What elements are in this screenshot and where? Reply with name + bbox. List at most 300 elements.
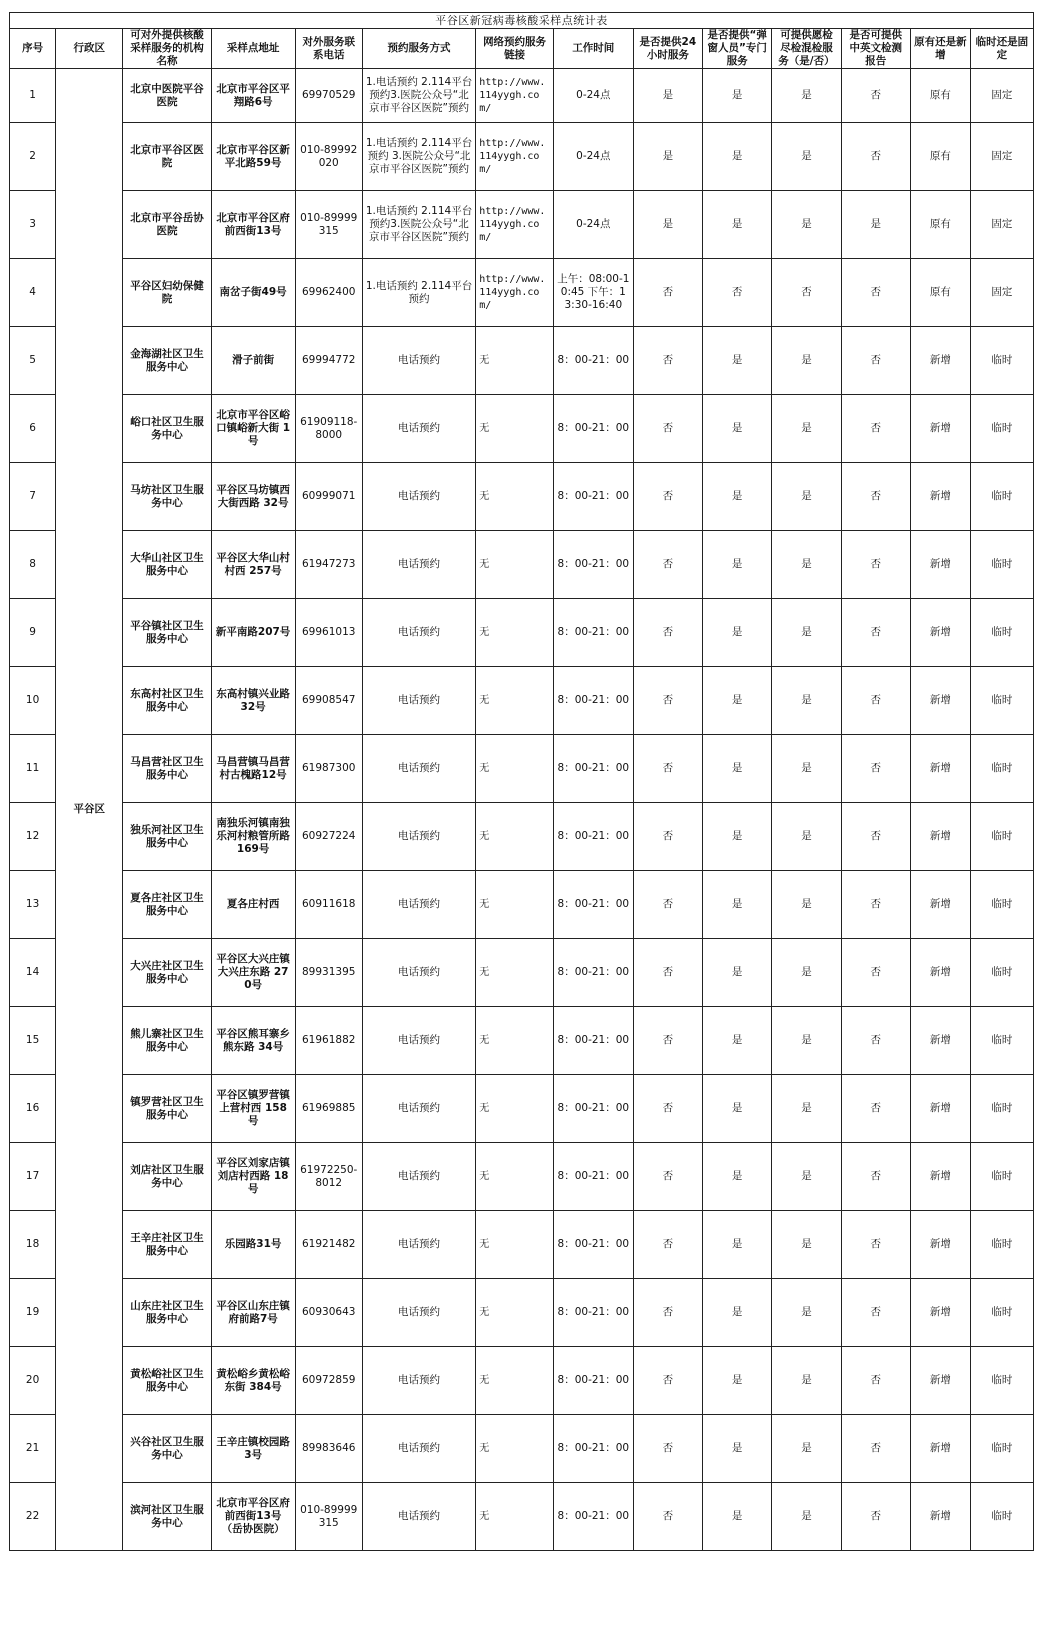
cell-24h: 否 bbox=[633, 871, 702, 939]
cell-site-type: 临时 bbox=[970, 463, 1033, 531]
cell-bilingual-report: 否 bbox=[841, 1007, 910, 1075]
cell-no: 18 bbox=[10, 1211, 56, 1279]
cell-hours: 8：00-21：00 bbox=[553, 1143, 633, 1211]
cell-address: 平谷区山东庄镇府前路7号 bbox=[211, 1279, 295, 1347]
cell-address: 南独乐河镇南独乐河村粮管所路169号 bbox=[211, 803, 295, 871]
cell-org-name: 夏各庄社区卫生服务中心 bbox=[123, 871, 211, 939]
cell-phone: 69962400 bbox=[295, 259, 362, 327]
cell-bilingual-report: 否 bbox=[841, 395, 910, 463]
cell-org-name: 平谷镇社区卫生服务中心 bbox=[123, 599, 211, 667]
cell-site-type: 临时 bbox=[970, 531, 1033, 599]
cell-org-name: 金海湖社区卫生服务中心 bbox=[123, 327, 211, 395]
cell-mixed-test: 是 bbox=[772, 1143, 841, 1211]
cell-address: 南岔子街49号 bbox=[211, 259, 295, 327]
cell-mixed-test: 是 bbox=[772, 735, 841, 803]
cell-bilingual-report: 否 bbox=[841, 123, 910, 191]
cell-org-name: 山东庄社区卫生服务中心 bbox=[123, 1279, 211, 1347]
cell-address: 新平南路207号 bbox=[211, 599, 295, 667]
cell-site-type: 临时 bbox=[970, 599, 1033, 667]
cell-online-link: 无 bbox=[476, 1143, 554, 1211]
col-header-hours: 工作时间 bbox=[553, 29, 633, 69]
cell-online-link: 无 bbox=[476, 531, 554, 599]
sampling-sites-sheet bbox=[9, 12, 1034, 1551]
cell-popup-service: 是 bbox=[703, 1007, 772, 1075]
cell-origin: 新增 bbox=[910, 1415, 970, 1483]
cell-no: 21 bbox=[10, 1415, 56, 1483]
cell-hours: 8：00-21：00 bbox=[553, 1483, 633, 1551]
cell-phone: 61987300 bbox=[295, 735, 362, 803]
cell-hours: 8：00-21：00 bbox=[553, 1075, 633, 1143]
cell-org-name: 北京市平谷岳协医院 bbox=[123, 191, 211, 259]
cell-address: 王辛庄镇校园路3号 bbox=[211, 1415, 295, 1483]
cell-no: 8 bbox=[10, 531, 56, 599]
cell-24h: 是 bbox=[633, 69, 702, 123]
cell-org-name: 平谷区妇幼保健院 bbox=[123, 259, 211, 327]
table-row bbox=[10, 599, 1034, 667]
cell-hours: 8：00-21：00 bbox=[553, 735, 633, 803]
cell-booking-method: 电话预约 bbox=[362, 1007, 475, 1075]
cell-booking-method: 电话预约 bbox=[362, 531, 475, 599]
cell-site-type: 临时 bbox=[970, 667, 1033, 735]
cell-phone: 60911618 bbox=[295, 871, 362, 939]
cell-24h: 否 bbox=[633, 1347, 702, 1415]
cell-mixed-test: 是 bbox=[772, 191, 841, 259]
cell-booking-method: 1.电话预约 2.114平台预约 3.医院公众号“北京市平谷区医院”预约 bbox=[362, 123, 475, 191]
cell-hours: 8：00-21：00 bbox=[553, 667, 633, 735]
cell-site-type: 临时 bbox=[970, 327, 1033, 395]
cell-hours: 8：00-21：00 bbox=[553, 395, 633, 463]
cell-mixed-test: 是 bbox=[772, 1415, 841, 1483]
cell-phone: 89983646 bbox=[295, 1415, 362, 1483]
cell-online-link: 无 bbox=[476, 1415, 554, 1483]
cell-online-link: http://www.114yygh.com/ bbox=[476, 191, 554, 259]
cell-phone: 010-89999315 bbox=[295, 1483, 362, 1551]
cell-org-name: 东高村社区卫生服务中心 bbox=[123, 667, 211, 735]
cell-no: 12 bbox=[10, 803, 56, 871]
table-row bbox=[10, 939, 1034, 1007]
table-row bbox=[10, 735, 1034, 803]
cell-booking-method: 电话预约 bbox=[362, 463, 475, 531]
cell-24h: 否 bbox=[633, 395, 702, 463]
cell-site-type: 临时 bbox=[970, 1347, 1033, 1415]
cell-24h: 否 bbox=[633, 1211, 702, 1279]
cell-popup-service: 是 bbox=[703, 1279, 772, 1347]
cell-popup-service: 是 bbox=[703, 327, 772, 395]
cell-org-name: 王辛庄社区卫生服务中心 bbox=[123, 1211, 211, 1279]
cell-hours: 8：00-21：00 bbox=[553, 531, 633, 599]
cell-24h: 否 bbox=[633, 1415, 702, 1483]
table-title: 平谷区新冠病毒核酸采样点统计表 bbox=[10, 13, 1034, 29]
cell-online-link: 无 bbox=[476, 871, 554, 939]
cell-origin: 新增 bbox=[910, 1279, 970, 1347]
table-row bbox=[10, 191, 1034, 259]
cell-no: 10 bbox=[10, 667, 56, 735]
cell-no: 4 bbox=[10, 259, 56, 327]
cell-address: 平谷区镇罗营镇上营村西 158号 bbox=[211, 1075, 295, 1143]
cell-bilingual-report: 否 bbox=[841, 1075, 910, 1143]
cell-mixed-test: 是 bbox=[772, 803, 841, 871]
cell-24h: 是 bbox=[633, 123, 702, 191]
table-row bbox=[10, 123, 1034, 191]
cell-online-link: http://www.114yygh.com/ bbox=[476, 69, 554, 123]
cell-popup-service: 是 bbox=[703, 1143, 772, 1211]
cell-no: 7 bbox=[10, 463, 56, 531]
table-row bbox=[10, 1143, 1034, 1211]
cell-24h: 否 bbox=[633, 735, 702, 803]
col-header-phone: 对外服务联系电话 bbox=[295, 29, 362, 69]
cell-phone: 89931395 bbox=[295, 939, 362, 1007]
table-row bbox=[10, 531, 1034, 599]
cell-24h: 否 bbox=[633, 463, 702, 531]
cell-origin: 原有 bbox=[910, 123, 970, 191]
cell-phone: 69970529 bbox=[295, 69, 362, 123]
cell-site-type: 临时 bbox=[970, 1415, 1033, 1483]
cell-24h: 否 bbox=[633, 1007, 702, 1075]
cell-phone: 010-89999315 bbox=[295, 191, 362, 259]
cell-hours: 8：00-21：00 bbox=[553, 1415, 633, 1483]
cell-origin: 新增 bbox=[910, 599, 970, 667]
cell-online-link: 无 bbox=[476, 1279, 554, 1347]
cell-24h: 是 bbox=[633, 191, 702, 259]
cell-hours: 0-24点 bbox=[553, 191, 633, 259]
cell-site-type: 临时 bbox=[970, 1279, 1033, 1347]
cell-booking-method: 1.电话预约 2.114平台预约3.医院公众号“北京市平谷区医院”预约 bbox=[362, 69, 475, 123]
cell-origin: 新增 bbox=[910, 1347, 970, 1415]
cell-no: 16 bbox=[10, 1075, 56, 1143]
table-row bbox=[10, 667, 1034, 735]
cell-site-type: 临时 bbox=[970, 735, 1033, 803]
cell-address: 乐园路31号 bbox=[211, 1211, 295, 1279]
cell-site-type: 临时 bbox=[970, 1211, 1033, 1279]
cell-24h: 否 bbox=[633, 531, 702, 599]
cell-address: 东高村镇兴业路32号 bbox=[211, 667, 295, 735]
cell-online-link: 无 bbox=[476, 667, 554, 735]
cell-popup-service: 是 bbox=[703, 463, 772, 531]
cell-popup-service: 是 bbox=[703, 803, 772, 871]
cell-booking-method: 电话预约 bbox=[362, 1279, 475, 1347]
cell-no: 19 bbox=[10, 1279, 56, 1347]
cell-hours: 0-24点 bbox=[553, 69, 633, 123]
cell-booking-method: 电话预约 bbox=[362, 1347, 475, 1415]
cell-hours: 上午：08:00-10:45 下午：13:30-16:40 bbox=[553, 259, 633, 327]
cell-bilingual-report: 否 bbox=[841, 69, 910, 123]
cell-origin: 新增 bbox=[910, 1007, 970, 1075]
cell-booking-method: 电话预约 bbox=[362, 327, 475, 395]
col-header-popup-service: 是否提供“弹窗人员”专门服务 bbox=[703, 29, 772, 69]
cell-mixed-test: 否 bbox=[772, 259, 841, 327]
cell-no: 11 bbox=[10, 735, 56, 803]
cell-bilingual-report: 否 bbox=[841, 1483, 910, 1551]
cell-24h: 否 bbox=[633, 1279, 702, 1347]
cell-popup-service: 是 bbox=[703, 939, 772, 1007]
cell-origin: 新增 bbox=[910, 1211, 970, 1279]
cell-origin: 新增 bbox=[910, 1483, 970, 1551]
cell-no: 6 bbox=[10, 395, 56, 463]
cell-site-type: 临时 bbox=[970, 1143, 1033, 1211]
cell-popup-service: 是 bbox=[703, 1415, 772, 1483]
cell-origin: 新增 bbox=[910, 667, 970, 735]
cell-hours: 8：00-21：00 bbox=[553, 1007, 633, 1075]
cell-phone: 69908547 bbox=[295, 667, 362, 735]
cell-online-link: http://www.114yygh.com/ bbox=[476, 123, 554, 191]
cell-popup-service: 是 bbox=[703, 871, 772, 939]
cell-phone: 61961882 bbox=[295, 1007, 362, 1075]
cell-address: 黄松峪乡黄松峪东街 384号 bbox=[211, 1347, 295, 1415]
cell-24h: 否 bbox=[633, 327, 702, 395]
table-row bbox=[10, 1279, 1034, 1347]
cell-mixed-test: 是 bbox=[772, 463, 841, 531]
cell-popup-service: 是 bbox=[703, 599, 772, 667]
cell-address: 平谷区马坊镇西大街西路 32号 bbox=[211, 463, 295, 531]
col-header-24h: 是否提供24小时服务 bbox=[633, 29, 702, 69]
cell-bilingual-report: 否 bbox=[841, 1211, 910, 1279]
cell-hours: 8：00-21：00 bbox=[553, 1211, 633, 1279]
cell-booking-method: 电话预约 bbox=[362, 735, 475, 803]
cell-24h: 否 bbox=[633, 1075, 702, 1143]
cell-mixed-test: 是 bbox=[772, 599, 841, 667]
cell-address: 北京市平谷区峪口镇峪新大街 1号 bbox=[211, 395, 295, 463]
cell-phone: 60972859 bbox=[295, 1347, 362, 1415]
cell-phone: 60927224 bbox=[295, 803, 362, 871]
cell-popup-service: 是 bbox=[703, 1211, 772, 1279]
col-header-org-name: 可对外提供核酸采样服务的机构名称 bbox=[123, 29, 211, 69]
table-body bbox=[10, 69, 1034, 1551]
cell-24h: 否 bbox=[633, 939, 702, 1007]
table-row bbox=[10, 871, 1034, 939]
cell-mixed-test: 是 bbox=[772, 1211, 841, 1279]
cell-hours: 8：00-21：00 bbox=[553, 1279, 633, 1347]
cell-booking-method: 电话预约 bbox=[362, 803, 475, 871]
cell-mixed-test: 是 bbox=[772, 1279, 841, 1347]
cell-mixed-test: 是 bbox=[772, 939, 841, 1007]
cell-24h: 否 bbox=[633, 1143, 702, 1211]
cell-booking-method: 电话预约 bbox=[362, 871, 475, 939]
cell-bilingual-report: 否 bbox=[841, 1415, 910, 1483]
cell-phone: 010-89992020 bbox=[295, 123, 362, 191]
cell-24h: 否 bbox=[633, 599, 702, 667]
cell-phone: 60930643 bbox=[295, 1279, 362, 1347]
cell-address: 马昌营镇马昌营村古槐路12号 bbox=[211, 735, 295, 803]
cell-hours: 8：00-21：00 bbox=[553, 1347, 633, 1415]
cell-district: 平谷区 bbox=[56, 69, 123, 1551]
cell-24h: 否 bbox=[633, 803, 702, 871]
cell-hours: 8：00-21：00 bbox=[553, 803, 633, 871]
cell-site-type: 临时 bbox=[970, 939, 1033, 1007]
cell-org-name: 峪口社区卫生服务中心 bbox=[123, 395, 211, 463]
cell-address: 北京市平谷区平翔路6号 bbox=[211, 69, 295, 123]
cell-mixed-test: 是 bbox=[772, 395, 841, 463]
cell-org-name: 独乐河社区卫生服务中心 bbox=[123, 803, 211, 871]
cell-mixed-test: 是 bbox=[772, 1075, 841, 1143]
cell-address: 北京市平谷区府前西街13号（岳协医院） bbox=[211, 1483, 295, 1551]
cell-hours: 8：00-21：00 bbox=[553, 939, 633, 1007]
cell-phone: 61921482 bbox=[295, 1211, 362, 1279]
cell-booking-method: 电话预约 bbox=[362, 1483, 475, 1551]
col-header-origin: 原有还是新增 bbox=[910, 29, 970, 69]
col-header-booking-method: 预约服务方式 bbox=[362, 29, 475, 69]
cell-site-type: 固定 bbox=[970, 123, 1033, 191]
cell-booking-method: 电话预约 bbox=[362, 1415, 475, 1483]
cell-bilingual-report: 否 bbox=[841, 259, 910, 327]
cell-origin: 原有 bbox=[910, 191, 970, 259]
cell-org-name: 马坊社区卫生服务中心 bbox=[123, 463, 211, 531]
cell-bilingual-report: 否 bbox=[841, 939, 910, 1007]
header-row bbox=[10, 29, 1034, 69]
cell-origin: 新增 bbox=[910, 735, 970, 803]
cell-address: 平谷区大华山村村西 257号 bbox=[211, 531, 295, 599]
cell-booking-method: 电话预约 bbox=[362, 1143, 475, 1211]
cell-online-link: 无 bbox=[476, 1483, 554, 1551]
cell-org-name: 兴谷社区卫生服务中心 bbox=[123, 1415, 211, 1483]
cell-booking-method: 1.电话预约 2.114平台预约 bbox=[362, 259, 475, 327]
cell-org-name: 北京市平谷区医院 bbox=[123, 123, 211, 191]
cell-origin: 原有 bbox=[910, 69, 970, 123]
col-header-no: 序号 bbox=[10, 29, 56, 69]
cell-bilingual-report: 否 bbox=[841, 463, 910, 531]
cell-no: 15 bbox=[10, 1007, 56, 1075]
cell-org-name: 北京中医院平谷医院 bbox=[123, 69, 211, 123]
col-header-mixed-test: 可提供愿检尽检混检服务（是/否） bbox=[772, 29, 841, 69]
cell-mixed-test: 是 bbox=[772, 1347, 841, 1415]
cell-site-type: 临时 bbox=[970, 871, 1033, 939]
cell-bilingual-report: 否 bbox=[841, 531, 910, 599]
table-row bbox=[10, 803, 1034, 871]
cell-bilingual-report: 否 bbox=[841, 803, 910, 871]
cell-online-link: 无 bbox=[476, 735, 554, 803]
cell-popup-service: 是 bbox=[703, 667, 772, 735]
cell-hours: 8：00-21：00 bbox=[553, 327, 633, 395]
cell-no: 22 bbox=[10, 1483, 56, 1551]
cell-booking-method: 电话预约 bbox=[362, 667, 475, 735]
cell-popup-service: 是 bbox=[703, 69, 772, 123]
cell-mixed-test: 是 bbox=[772, 871, 841, 939]
cell-org-name: 镇罗营社区卫生服务中心 bbox=[123, 1075, 211, 1143]
cell-address: 滑子前街 bbox=[211, 327, 295, 395]
cell-phone: 61947273 bbox=[295, 531, 362, 599]
cell-site-type: 临时 bbox=[970, 1007, 1033, 1075]
cell-site-type: 固定 bbox=[970, 69, 1033, 123]
cell-address: 平谷区刘家店镇刘店村西路 18号 bbox=[211, 1143, 295, 1211]
cell-site-type: 临时 bbox=[970, 1483, 1033, 1551]
cell-popup-service: 是 bbox=[703, 1347, 772, 1415]
cell-online-link: http://www.114yygh.com/ bbox=[476, 259, 554, 327]
cell-online-link: 无 bbox=[476, 395, 554, 463]
cell-online-link: 无 bbox=[476, 1007, 554, 1075]
cell-online-link: 无 bbox=[476, 803, 554, 871]
cell-no: 9 bbox=[10, 599, 56, 667]
cell-org-name: 滨河社区卫生服务中心 bbox=[123, 1483, 211, 1551]
cell-site-type: 固定 bbox=[970, 191, 1033, 259]
cell-booking-method: 电话预约 bbox=[362, 1211, 475, 1279]
cell-popup-service: 是 bbox=[703, 1483, 772, 1551]
col-header-site-type: 临时还是固定 bbox=[970, 29, 1033, 69]
cell-popup-service: 是 bbox=[703, 191, 772, 259]
cell-hours: 8：00-21：00 bbox=[553, 871, 633, 939]
cell-mixed-test: 是 bbox=[772, 1483, 841, 1551]
table-row bbox=[10, 1211, 1034, 1279]
cell-bilingual-report: 否 bbox=[841, 599, 910, 667]
cell-popup-service: 否 bbox=[703, 259, 772, 327]
cell-bilingual-report: 否 bbox=[841, 735, 910, 803]
cell-online-link: 无 bbox=[476, 1347, 554, 1415]
cell-bilingual-report: 否 bbox=[841, 1143, 910, 1211]
cell-no: 14 bbox=[10, 939, 56, 1007]
cell-origin: 新增 bbox=[910, 463, 970, 531]
cell-no: 13 bbox=[10, 871, 56, 939]
cell-org-name: 黄松峪社区卫生服务中心 bbox=[123, 1347, 211, 1415]
cell-address: 平谷区大兴庄镇大兴庄东路 270号 bbox=[211, 939, 295, 1007]
cell-origin: 原有 bbox=[910, 259, 970, 327]
cell-org-name: 马昌营社区卫生服务中心 bbox=[123, 735, 211, 803]
cell-popup-service: 是 bbox=[703, 123, 772, 191]
cell-mixed-test: 是 bbox=[772, 531, 841, 599]
cell-site-type: 临时 bbox=[970, 803, 1033, 871]
cell-24h: 否 bbox=[633, 1483, 702, 1551]
cell-mixed-test: 是 bbox=[772, 327, 841, 395]
cell-address: 北京市平谷区府前西街13号 bbox=[211, 191, 295, 259]
cell-popup-service: 是 bbox=[703, 735, 772, 803]
cell-popup-service: 是 bbox=[703, 1075, 772, 1143]
cell-org-name: 熊儿寨社区卫生服务中心 bbox=[123, 1007, 211, 1075]
table-row bbox=[10, 1415, 1034, 1483]
cell-origin: 新增 bbox=[910, 327, 970, 395]
table-row bbox=[10, 1075, 1034, 1143]
cell-no: 3 bbox=[10, 191, 56, 259]
cell-bilingual-report: 否 bbox=[841, 327, 910, 395]
cell-hours: 8：00-21：00 bbox=[553, 463, 633, 531]
cell-bilingual-report: 否 bbox=[841, 1279, 910, 1347]
cell-booking-method: 1.电话预约 2.114平台预约3.医院公众号“北京市平谷区医院”预约 bbox=[362, 191, 475, 259]
cell-online-link: 无 bbox=[476, 327, 554, 395]
cell-bilingual-report: 否 bbox=[841, 1347, 910, 1415]
cell-phone: 61972250-8012 bbox=[295, 1143, 362, 1211]
cell-address: 夏各庄村西 bbox=[211, 871, 295, 939]
cell-address: 平谷区熊耳寨乡熊东路 34号 bbox=[211, 1007, 295, 1075]
cell-org-name: 刘店社区卫生服务中心 bbox=[123, 1143, 211, 1211]
cell-bilingual-report: 否 bbox=[841, 667, 910, 735]
cell-bilingual-report: 否 bbox=[841, 871, 910, 939]
cell-address: 北京市平谷区新平北路59号 bbox=[211, 123, 295, 191]
cell-site-type: 临时 bbox=[970, 1075, 1033, 1143]
cell-booking-method: 电话预约 bbox=[362, 1075, 475, 1143]
cell-no: 17 bbox=[10, 1143, 56, 1211]
cell-online-link: 无 bbox=[476, 1211, 554, 1279]
cell-booking-method: 电话预约 bbox=[362, 599, 475, 667]
cell-no: 20 bbox=[10, 1347, 56, 1415]
cell-mixed-test: 是 bbox=[772, 1007, 841, 1075]
table-row bbox=[10, 327, 1034, 395]
cell-no: 5 bbox=[10, 327, 56, 395]
table-row bbox=[10, 69, 1034, 123]
cell-24h: 否 bbox=[633, 667, 702, 735]
cell-origin: 新增 bbox=[910, 939, 970, 1007]
cell-origin: 新增 bbox=[910, 1075, 970, 1143]
cell-hours: 0-24点 bbox=[553, 123, 633, 191]
col-header-district: 行政区 bbox=[56, 29, 123, 69]
cell-mixed-test: 是 bbox=[772, 123, 841, 191]
cell-hours: 8：00-21：00 bbox=[553, 599, 633, 667]
cell-mixed-test: 是 bbox=[772, 69, 841, 123]
table-row bbox=[10, 259, 1034, 327]
col-header-bilingual-report: 是否可提供中英文检测报告 bbox=[841, 29, 910, 69]
cell-no: 2 bbox=[10, 123, 56, 191]
cell-origin: 新增 bbox=[910, 871, 970, 939]
cell-phone: 61969885 bbox=[295, 1075, 362, 1143]
cell-online-link: 无 bbox=[476, 1075, 554, 1143]
col-header-address: 采样点地址 bbox=[211, 29, 295, 69]
cell-booking-method: 电话预约 bbox=[362, 939, 475, 1007]
cell-phone: 60999071 bbox=[295, 463, 362, 531]
